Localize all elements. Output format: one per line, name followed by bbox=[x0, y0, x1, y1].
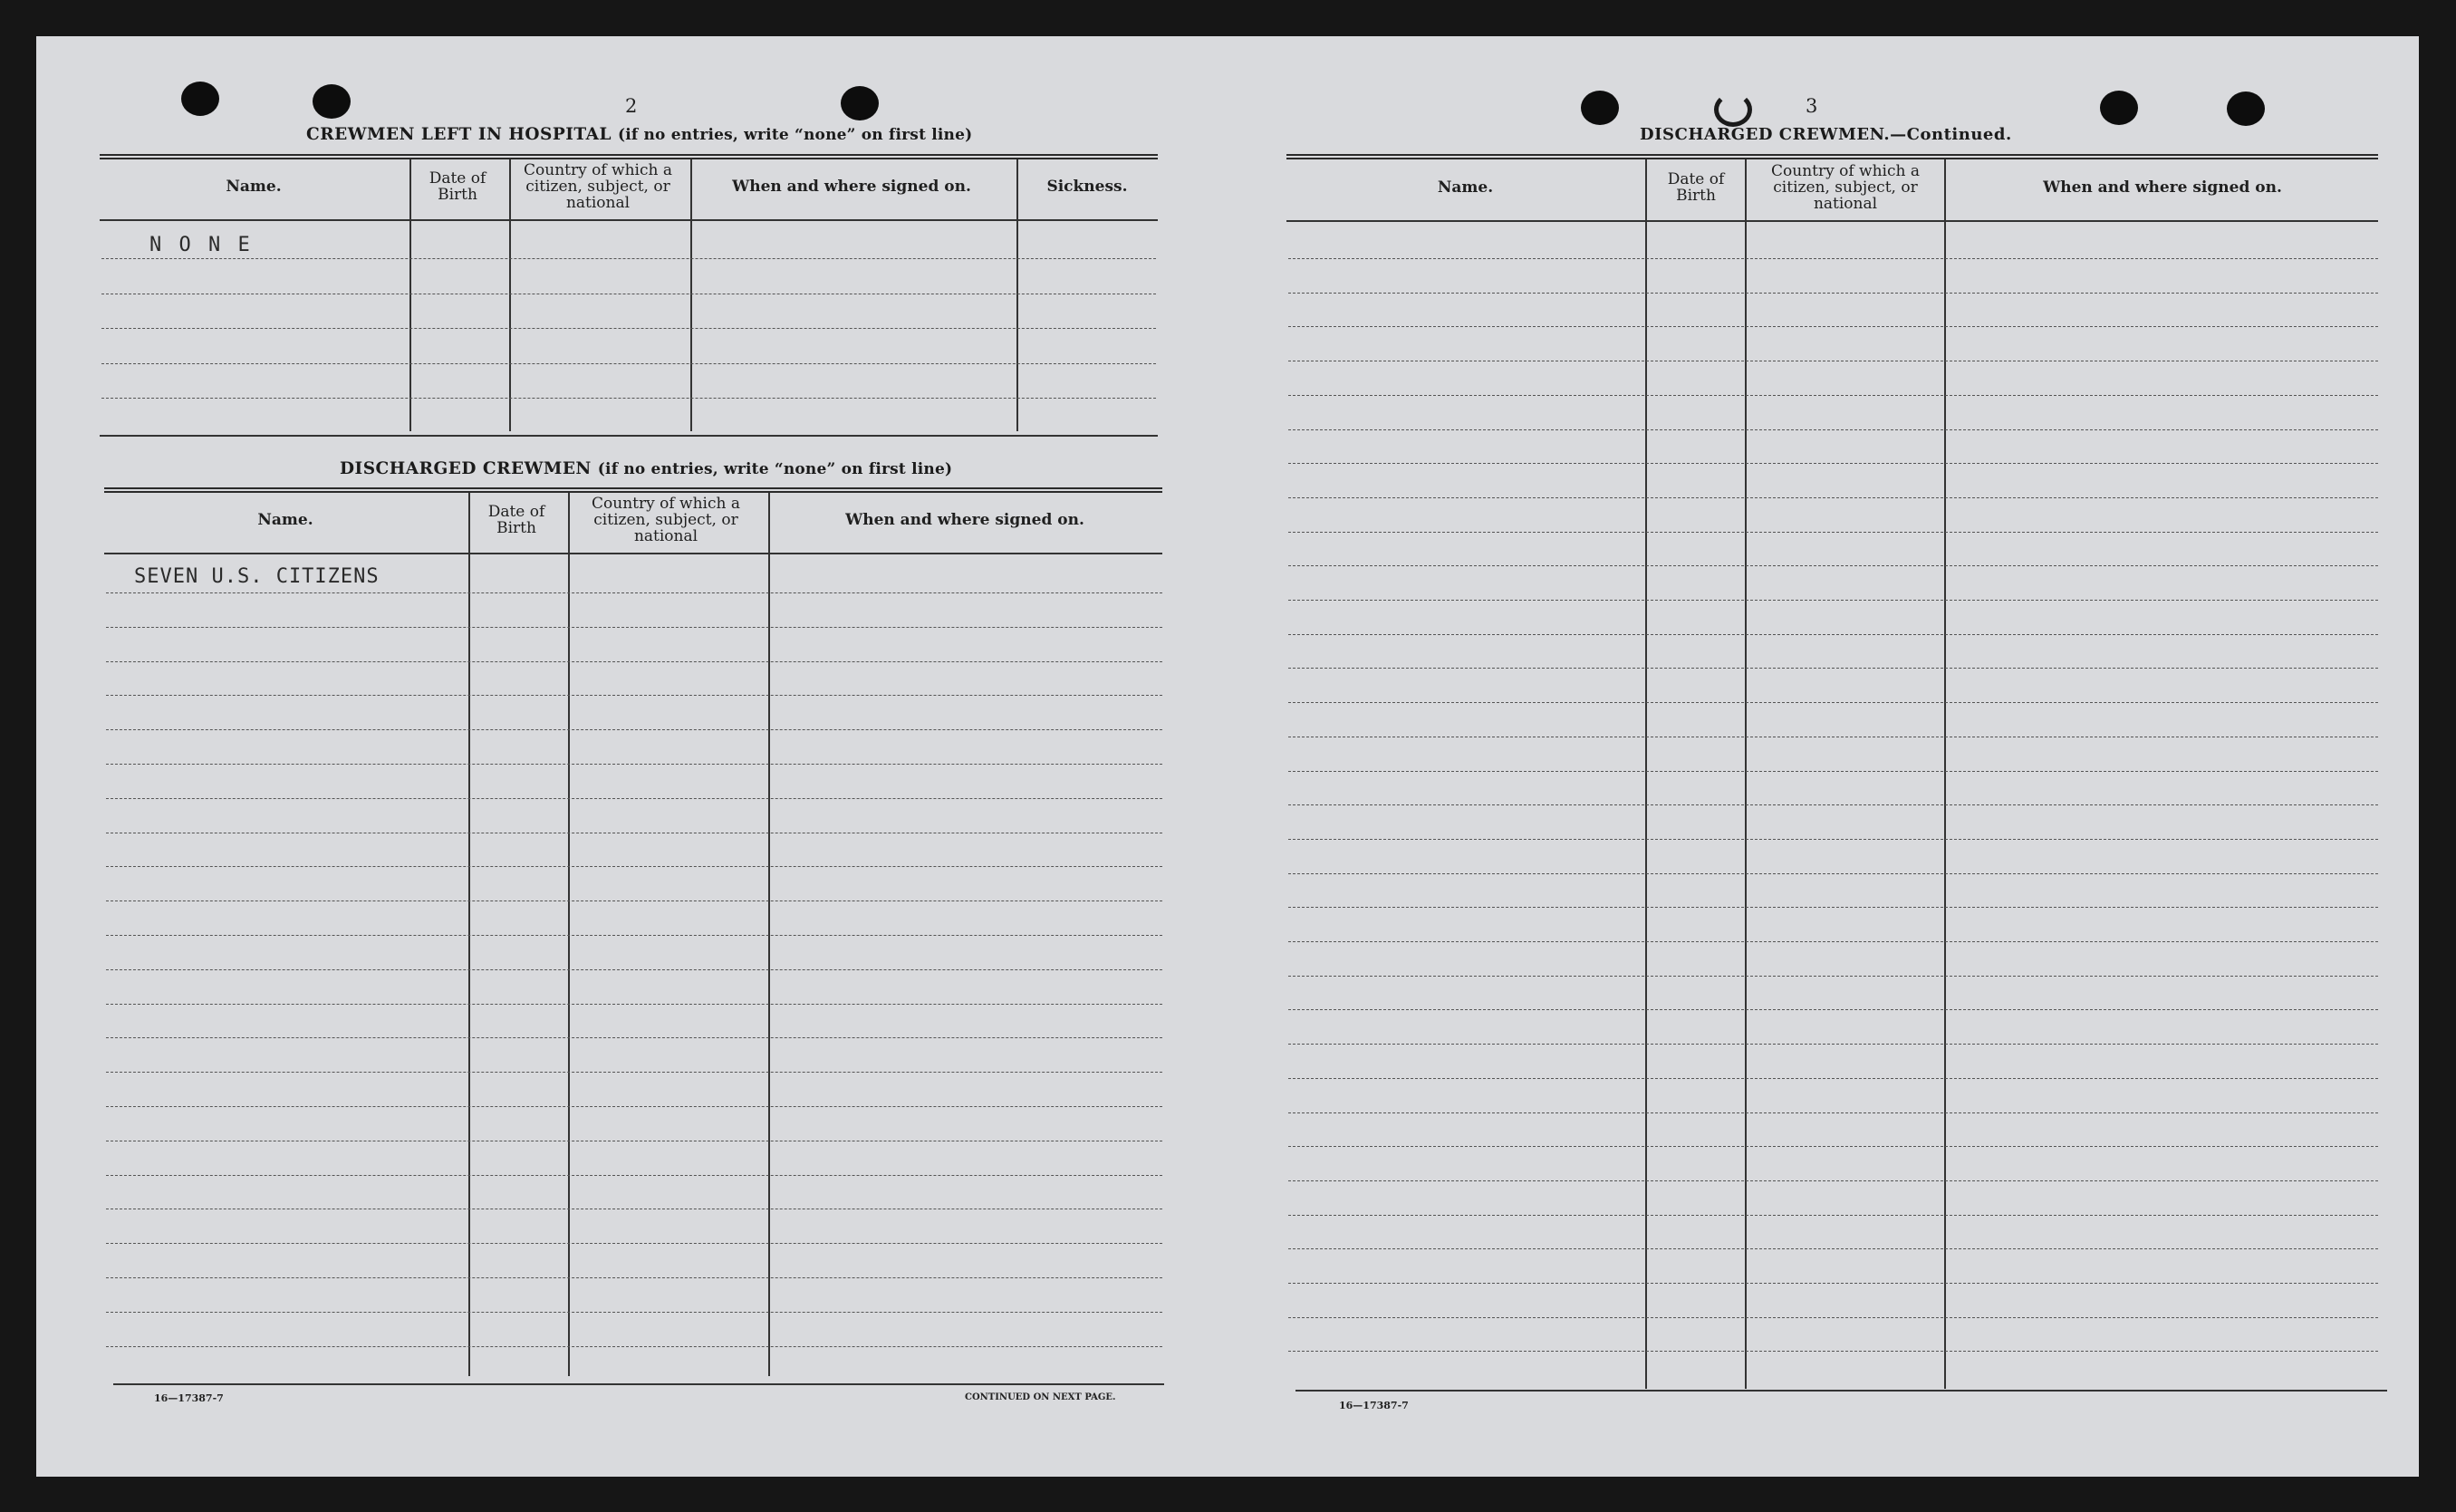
form-number: 16—17387-7 bbox=[154, 1392, 224, 1404]
hospital-entry: N O N E bbox=[149, 234, 253, 256]
discharged-col-name: Name. bbox=[257, 511, 313, 530]
right-bottom-rule bbox=[1295, 1390, 2387, 1392]
ruled-line bbox=[1288, 463, 2378, 464]
ruled-line bbox=[1288, 1180, 2378, 1181]
hospital-col-name: Name. bbox=[226, 178, 282, 197]
right-col-divider bbox=[1944, 159, 1946, 1389]
hospital-section-title: CREWMEN LEFT IN HOSPITAL (if no entries, write “none” on first line) bbox=[306, 125, 973, 144]
ruled-line bbox=[1288, 976, 2378, 977]
right-section-title: DISCHARGED CREWMEN.—Continued. bbox=[1640, 125, 2012, 144]
discharged-section-title: DISCHARGED CREWMEN (if no entries, write “none” on first line) bbox=[340, 459, 953, 478]
form-number: 16—17387-7 bbox=[1339, 1400, 1409, 1411]
page-number: 2 bbox=[625, 95, 638, 117]
hospital-col-country: Country of which a citizen, subject, or national bbox=[524, 161, 672, 212]
ruled-line bbox=[1288, 258, 2378, 259]
ruled-line bbox=[1288, 293, 2378, 294]
ruled-line bbox=[1288, 941, 2378, 942]
ruled-line bbox=[1288, 668, 2378, 669]
ruled-line bbox=[1288, 1078, 2378, 1079]
right-col-divider bbox=[1745, 159, 1747, 1389]
discharged-col-country: Country of which a citizen, subject, or national bbox=[592, 495, 740, 545]
ruled-line bbox=[1288, 1044, 2378, 1045]
right-col-dob: Date of Birth bbox=[1667, 170, 1725, 205]
ruled-line bbox=[1288, 1283, 2378, 1284]
ruled-line bbox=[1288, 1009, 2378, 1010]
discharged-entry: SEVEN U.S. CITIZENS bbox=[134, 565, 380, 588]
ruled-line bbox=[1288, 429, 2378, 430]
ruled-line bbox=[1288, 634, 2378, 635]
hospital-col-signed-on: When and where signed on. bbox=[732, 178, 971, 197]
ruled-line bbox=[1288, 532, 2378, 533]
discharged-col-dob: Date of Birth bbox=[487, 503, 545, 537]
ruled-line bbox=[1288, 565, 2378, 566]
ruled-line bbox=[1288, 497, 2378, 498]
right-col-signed-on: When and where signed on. bbox=[2043, 178, 2282, 197]
ruled-line bbox=[1288, 395, 2378, 396]
ruled-line bbox=[1288, 326, 2378, 327]
right-col-country: Country of which a citizen, subject, or national bbox=[1771, 162, 1920, 213]
ruled-line bbox=[1288, 873, 2378, 874]
ruled-line bbox=[1288, 1112, 2378, 1113]
ruled-line bbox=[1288, 1146, 2378, 1147]
continued-note: CONTINUED ON NEXT PAGE. bbox=[965, 1392, 1116, 1402]
right-col-name: Name. bbox=[1437, 178, 1494, 197]
discharged-col-signed-on: When and where signed on. bbox=[845, 511, 1084, 530]
ruled-line bbox=[1288, 702, 2378, 703]
right-header-rule bbox=[1286, 220, 2378, 222]
ruled-line bbox=[1288, 804, 2378, 805]
ruled-line bbox=[1288, 1248, 2378, 1249]
ruled-line bbox=[1288, 1215, 2378, 1216]
right-col-divider bbox=[1645, 159, 1647, 1389]
ruled-line bbox=[1288, 907, 2378, 908]
ruled-line bbox=[1288, 1317, 2378, 1318]
page-number: 3 bbox=[1806, 95, 1818, 117]
ruled-line bbox=[1288, 771, 2378, 772]
hospital-col-dob: Date of Birth bbox=[429, 169, 486, 204]
document-sheet bbox=[36, 36, 2419, 1477]
hospital-col-sickness: Sickness. bbox=[1046, 178, 1128, 197]
ruled-line bbox=[1288, 839, 2378, 840]
right-page bbox=[36, 36, 2419, 1477]
ruled-line bbox=[1288, 1351, 2378, 1352]
ruled-line bbox=[1288, 600, 2378, 601]
